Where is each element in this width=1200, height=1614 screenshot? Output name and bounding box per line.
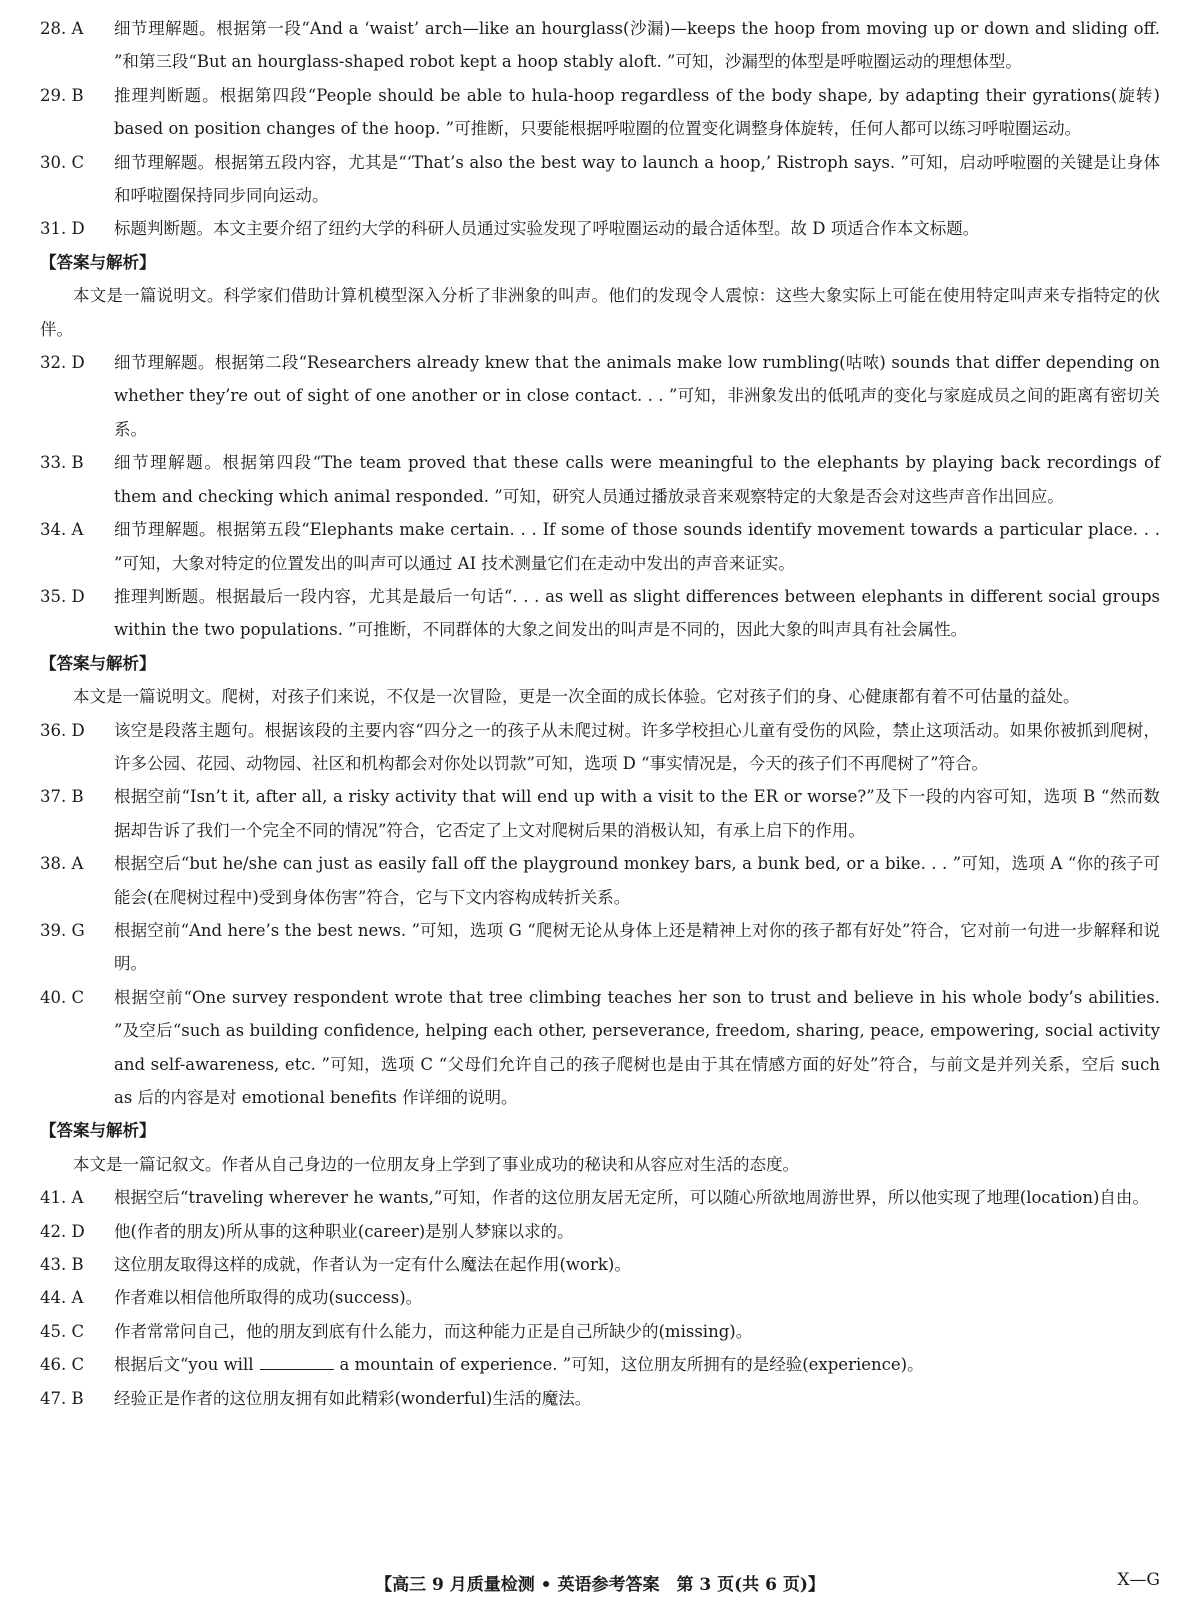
answer-item-31 xyxy=(40,212,1160,245)
item-number: 29. B xyxy=(40,85,84,105)
answer-item-33 xyxy=(40,446,1160,513)
item-number: 47. B xyxy=(40,1388,84,1408)
answer-item-35 xyxy=(40,580,1160,647)
answer-item-30 xyxy=(40,146,1160,213)
item-explanation: 作者难以相信他所取得的成功(success)。 xyxy=(114,1288,423,1308)
answer-item-47 xyxy=(40,1382,1160,1415)
item-explanation: 根据空前“One survey respondent wrote that tree climbing teaches her son to trust and believe in his whole body’s abilities. ”及空后“such as building confidence, helping each other, perseverance, freedom, sharing, peace, empowering, social activity and self-awareness, etc. ”可知，选项 C “父母们允许自己的孩子爬树也是由于其在情感方面的好处”符合，与前文是并列关系，空后 such as 后的内容是对 emotional benefits 作详细的说明。 xyxy=(114,987,1160,1107)
item-number: 42. D xyxy=(40,1221,85,1241)
item-number: 40. C xyxy=(40,987,85,1007)
item-number: 37. B xyxy=(40,787,84,807)
item-explanation: 根据空前“Isn’t it, after all, a risky activity that will end up with a visit to the ER or worse?”及下一段的内容可知，选项 B “然而数据却告诉了我们一个完全不同的情况”符合，它否定了上文对爬树后果的消极认知，有承上启下的作用。 xyxy=(114,787,1160,840)
item-explanation: 细节理解题。根据第五段“Elephants make certain. . . If some of those sounds identify movement towards a particular place. . . ”可知，大象对特定的位置发出的叫声可以通过 AI 技术测量它们在走动中发出的声音来证实。 xyxy=(114,520,1160,573)
section-intro: 本文是一篇说明文。爬树，对孩子们来说，不仅是一次冒险，更是一次全面的成长体验。它对孩子们的身、心健康都有着不可估量的益处。 xyxy=(73,687,1080,707)
answer-item-39 xyxy=(40,914,1160,981)
item-explanation: 作者常常问自己，他的朋友到底有什么能力，而这种能力正是自己所缺少的(missing)。 xyxy=(114,1321,753,1341)
item-explanation: 细节理解题。根据第二段“Researchers already knew that the animals make low rumbling(咕哝) sounds that differ depending on whether they’re out of sight of one another or in close contact. . . ”可知，非洲象发出的低吼声的变化与家庭成员之间的距离有密切关系。 xyxy=(114,353,1160,439)
fill-in-blank xyxy=(260,1353,334,1371)
item-number: 34. A xyxy=(40,520,84,540)
answer-item-40 xyxy=(40,981,1160,1115)
answer-item-37 xyxy=(40,780,1160,847)
item-explanation: 推理判断题。根据最后一段内容，尤其是最后一句话“. . . as well as slight differences between elephants in different social groups within the two populations. ”可推断，不同群体的大象之间发出的叫声是不同的，因此大象的叫声具有社会属性。 xyxy=(114,586,1160,640)
item-number: 45. C xyxy=(40,1321,85,1341)
answer-item-42 xyxy=(40,1215,1160,1248)
item-explanation: 这位朋友取得这样的成就，作者认为一定有什么魔法在起作用(work)。 xyxy=(114,1255,631,1275)
answer-item-43 xyxy=(40,1248,1160,1281)
item-explanation: 根据空后“traveling wherever he wants,”可知，作者的这位朋友居无定所，可以随心所欲地周游世界，所以他实现了地理(location)自由。 xyxy=(114,1188,1149,1208)
footer-title: 【高三 9 月质量检测 • 英语参考答案 第 3 页(共 6 页)】 xyxy=(375,1575,825,1595)
footer-code: X—G xyxy=(1117,1570,1160,1590)
item-number: 46. C xyxy=(40,1355,85,1375)
item-number: 28. A xyxy=(40,19,84,38)
item-number: 36. D xyxy=(40,720,85,740)
item-explanation: 细节理解题。根据第一段“And a ‘waist’ arch—like an hourglass(沙漏)—keeps the hoop from moving up or down and sliding off. ”和第三段“But an hourglass-shaped robot kept a hoop stably aloft. ”可知，沙漏型的体型是呼啦圈运动的理想体型。 xyxy=(114,19,1160,72)
item-number: 31. D xyxy=(40,219,85,239)
answer-item-32 xyxy=(40,346,1160,446)
item-explanation: 推理判断题。根据第四段“People should be able to hula-hoop regardless of the body shape, by adapting their gyrations(旋转) based on position changes of the hoop. ”可推断，只要能根据呼啦圈的位置变化调整身体旋转，任何人都可以练习呼啦圈运动。 xyxy=(114,85,1160,139)
answer-item-28 xyxy=(40,12,1160,79)
answer-item-44 xyxy=(40,1281,1160,1314)
item-number: 38. A xyxy=(40,854,84,874)
answer-item-36 xyxy=(40,714,1160,781)
item-explanation: 细节理解题。根据第四段“The team proved that these calls were meaningful to the elephants by playing back recordings of them and checking which animal responded. ”可知，研究人员通过播放录音来观察特定的大象是否会对这些声音作出回应。 xyxy=(114,453,1160,506)
item-explanation: 细节理解题。根据第五段内容，尤其是“‘That’s also the best way to launch a hoop,’ Ristroph says. ”可知，启动呼啦圈的关键是让身体和呼啦圈保持同步同向运动。 xyxy=(114,152,1160,206)
item-explanation: 他(作者的朋友)所从事的这种职业(career)是别人梦寐以求的。 xyxy=(114,1221,574,1241)
item-explanation: 标题判断题。本文主要介绍了纽约大学的科研人员通过实验发现了呼啦圈运动的最合适体型。故 D 项适合作本文标题。 xyxy=(114,219,980,239)
item-number: 44. A xyxy=(40,1288,84,1308)
item-number: 35. D xyxy=(40,586,85,606)
section-header: 【答案与解析】 xyxy=(40,252,156,272)
answer-item-34 xyxy=(40,513,1160,580)
item-explanation-before: 根据后文“you will xyxy=(114,1355,254,1375)
section-header: 【答案与解析】 xyxy=(40,653,156,673)
answer-item-41 xyxy=(40,1181,1160,1214)
item-number: 43. B xyxy=(40,1255,84,1275)
item-number: 32. D xyxy=(40,353,85,373)
item-number: 33. B xyxy=(40,453,84,473)
answer-item-46 xyxy=(40,1348,1160,1381)
item-explanation: 根据空前“And here’s the best news. ”可知，选项 G “爬树无论从身体上还是精神上对你的孩子都有好处”符合，它对前一句进一步解释和说明。 xyxy=(114,920,1160,974)
item-number: 41. A xyxy=(40,1188,84,1208)
item-explanation: 根据空后“but he/she can just as easily fall off the playground monkey bars, a bunk bed, or a bike. . . ”可知，选项 A “你的孩子可能会(在爬树过程中)受到身体伤害”符合，它与下文内容构成转折关系。 xyxy=(114,854,1160,907)
item-number: 30. C xyxy=(40,152,85,172)
answer-item-29 xyxy=(40,79,1160,146)
item-number: 39. G xyxy=(40,920,85,940)
section-header: 【答案与解析】 xyxy=(40,1121,156,1141)
answer-item-38 xyxy=(40,847,1160,914)
section-intro: 本文是一篇说明文。科学家们借助计算机模型深入分析了非洲象的叫声。他们的发现令人震惊：这些大象实际上可能在使用特定叫声来专指特定的伙伴。 xyxy=(40,286,1160,339)
item-explanation: 经验正是作者的这位朋友拥有如此精彩(wonderful)生活的魔法。 xyxy=(114,1388,592,1408)
page-footer xyxy=(40,1570,1160,1600)
section-intro: 本文是一篇记叙文。作者从自己身边的一位朋友身上学到了事业成功的秘诀和从容应对生活的态度。 xyxy=(73,1154,799,1174)
item-explanation: 该空是段落主题句。根据该段的主要内容“四分之一的孩子从未爬过树。许多学校担心儿童有受伤的风险，禁止这项活动。如果你被抓到爬树，许多公园、花园、动物园、社区和机构都会对你处以罚款”可知，选项 D “事实情况是，今天的孩子们不再爬树了”符合。 xyxy=(114,720,1160,773)
answer-item-45 xyxy=(40,1315,1160,1348)
item-explanation-after: a mountain of experience. ”可知，这位朋友所拥有的是经验(experience)。 xyxy=(339,1355,924,1375)
